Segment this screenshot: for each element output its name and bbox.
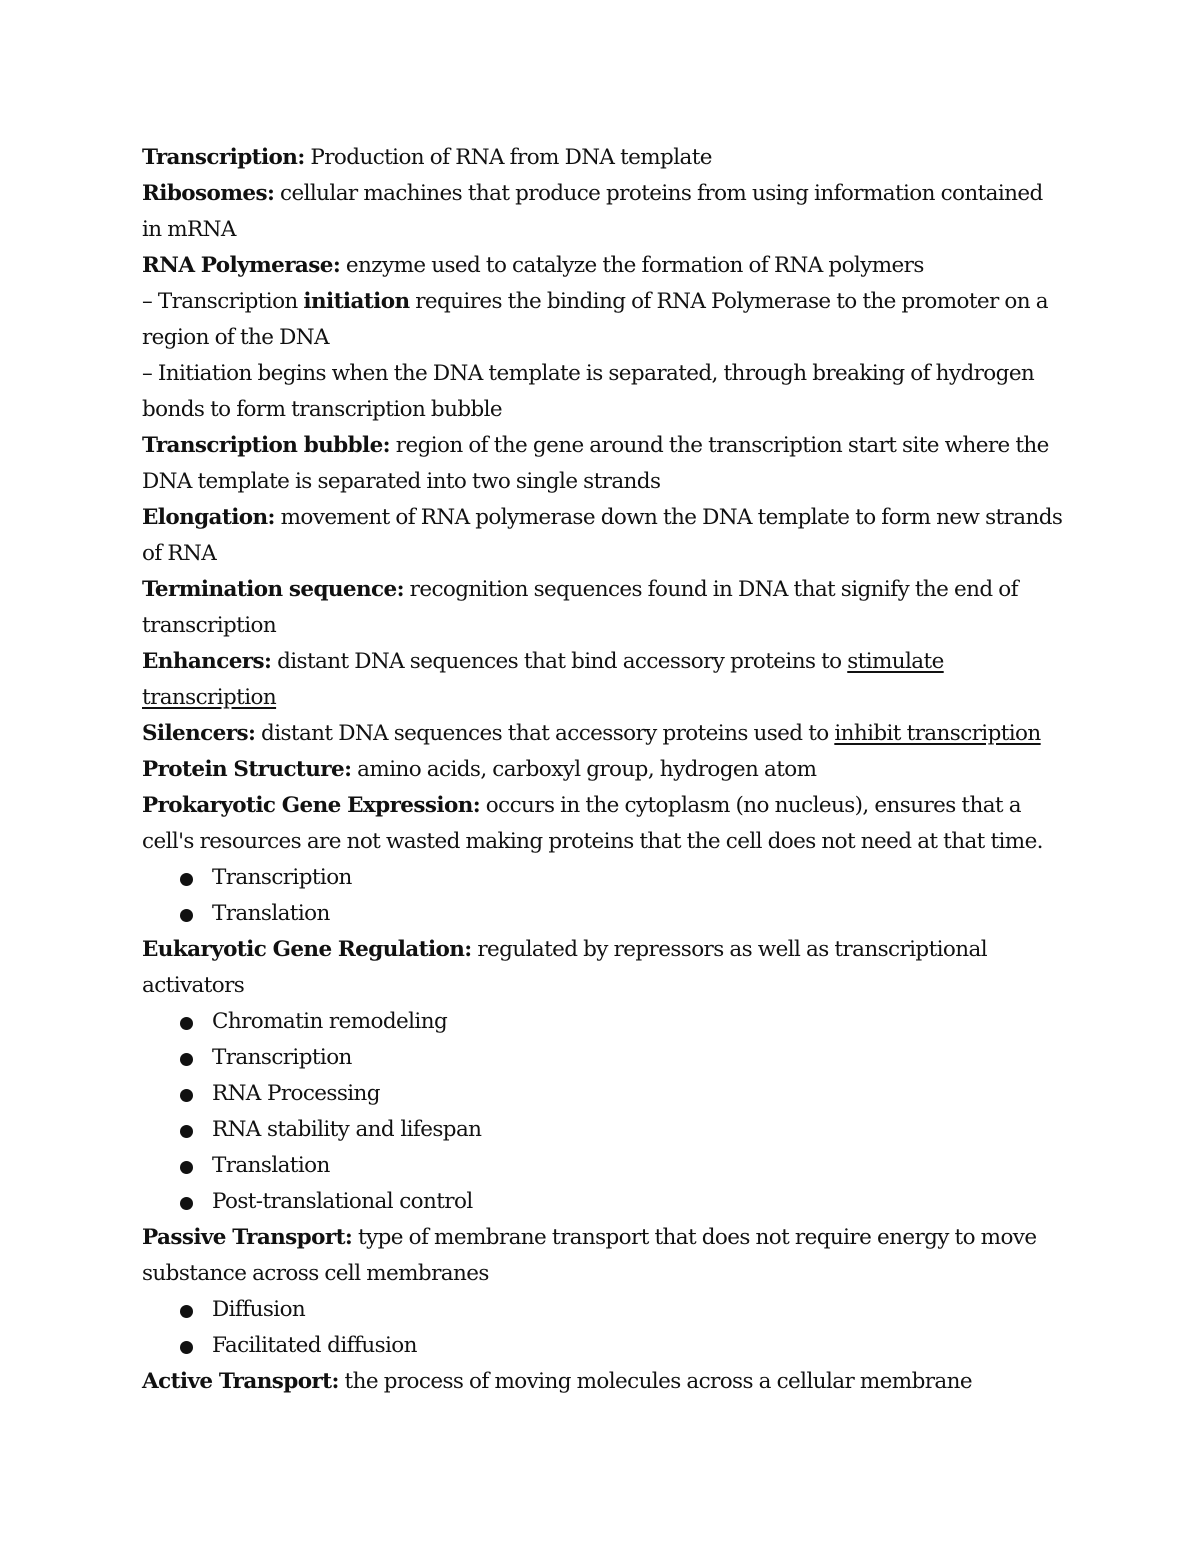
term: Active Transport: (142, 1369, 339, 1394)
bullet-icon (180, 1161, 193, 1174)
bullet-icon (180, 1053, 193, 1066)
definition-text: the process of moving molecules across a cellular membrane (338, 1369, 973, 1394)
list-item-text: Facilitated diffusion (212, 1333, 417, 1358)
definition-active-transport (142, 1364, 1067, 1400)
note-bold: initiation (303, 289, 410, 314)
eukaryotic-bullet-list (142, 1004, 1067, 1220)
term: Transcription: (142, 145, 305, 170)
list-item (142, 1148, 1067, 1184)
definition-text: cellular machines that produce proteins from using information contained in mRNA (142, 181, 1043, 242)
term: Transcription bubble: (142, 433, 391, 458)
list-item-text: RNA Processing (212, 1081, 380, 1106)
term: Prokaryotic Gene Expression: (142, 793, 481, 818)
list-item (142, 1112, 1067, 1148)
list-item-text: Diffusion (212, 1297, 306, 1322)
definition-ribosomes (142, 176, 1067, 248)
definition-enhancers (142, 644, 1067, 716)
term: RNA Polymerase: (142, 253, 341, 278)
bullet-icon (180, 1017, 193, 1030)
list-item (142, 1184, 1067, 1220)
bullet-icon (180, 1341, 193, 1354)
note-initiation-begins (142, 356, 1067, 428)
term: Termination sequence: (142, 577, 404, 602)
list-item-text: Transcription (212, 865, 352, 890)
document-page (142, 140, 1067, 1400)
list-item (142, 860, 1067, 896)
definition-elongation (142, 500, 1067, 572)
term: Ribosomes: (142, 181, 275, 206)
underlined-text: stimulate transcription (142, 649, 944, 710)
list-item-text: Chromatin remodeling (212, 1009, 448, 1034)
definition-text: Production of RNA from DNA template (304, 145, 712, 170)
bullet-icon (180, 909, 193, 922)
definition-transcription-bubble (142, 428, 1067, 500)
list-item (142, 896, 1067, 932)
term: Protein Structure: (142, 757, 352, 782)
term: Silencers: (142, 721, 256, 746)
term: Eukaryotic Gene Regulation: (142, 937, 472, 962)
list-item (142, 1292, 1067, 1328)
definition-transcription (142, 140, 1067, 176)
note-text: requires the binding of RNA Polymerase to the promoter on a region of the DNA (142, 289, 1048, 350)
bullet-icon (180, 1089, 193, 1102)
list-item (142, 1328, 1067, 1364)
bullet-icon (180, 1125, 193, 1138)
note-initiation (142, 284, 1067, 356)
definition-text: region of the gene around the transcription start site where the DNA template is separated into two single strands (142, 433, 1049, 494)
definition-text: amino acids, carboxyl group, hydrogen atom (351, 757, 817, 782)
definition-silencers (142, 716, 1067, 752)
definition-text: recognition sequences found in DNA that signify the end of transcription (142, 577, 1018, 638)
definition-text: movement of RNA polymerase down the DNA template to form new strands of RNA (142, 505, 1063, 566)
list-item-text: Transcription (212, 1045, 352, 1070)
definition-text: distant DNA sequences that bind accessory proteins to (271, 649, 848, 674)
definition-text: regulated by repressors as well as transcriptional activators (142, 937, 987, 998)
list-item-text: Post-translational control (212, 1189, 473, 1214)
note-text: – Initiation begins when the DNA template is separated, through breaking of hydrogen bonds to form transcription bubble (142, 361, 1035, 422)
definition-protein-structure (142, 752, 1067, 788)
list-item-text: Translation (212, 1153, 330, 1178)
definition-passive-transport (142, 1220, 1067, 1292)
bullet-icon (180, 1305, 193, 1318)
list-item-text: RNA stability and lifespan (212, 1117, 482, 1142)
definition-text: distant DNA sequences that accessory proteins used to (255, 721, 835, 746)
definition-rna-polymerase (142, 248, 1067, 284)
bullet-icon (180, 873, 193, 886)
term: Enhancers: (142, 649, 272, 674)
note-text: – Transcription (142, 289, 304, 314)
definition-text: enzyme used to catalyze the formation of RNA polymers (340, 253, 924, 278)
definition-text: occurs in the cytoplasm (no nucleus), ensures that a cell's resources are not wasted making proteins that the cell does not need at that time. (142, 793, 1043, 854)
definition-text: type of membrane transport that does not require energy to move substance across cell membranes (142, 1225, 1037, 1286)
list-item (142, 1040, 1067, 1076)
list-item (142, 1004, 1067, 1040)
list-item-text: Translation (212, 901, 330, 926)
term: Passive Transport: (142, 1225, 353, 1250)
underlined-text: inhibit transcription (834, 721, 1041, 746)
bullet-icon (180, 1197, 193, 1210)
term: Elongation: (142, 505, 275, 530)
definition-eukaryotic-gene-regulation (142, 932, 1067, 1004)
passive-bullet-list (142, 1292, 1067, 1364)
definition-termination-sequence (142, 572, 1067, 644)
definition-prokaryotic-gene-expression (142, 788, 1067, 860)
list-item (142, 1076, 1067, 1112)
prokaryotic-bullet-list (142, 860, 1067, 932)
